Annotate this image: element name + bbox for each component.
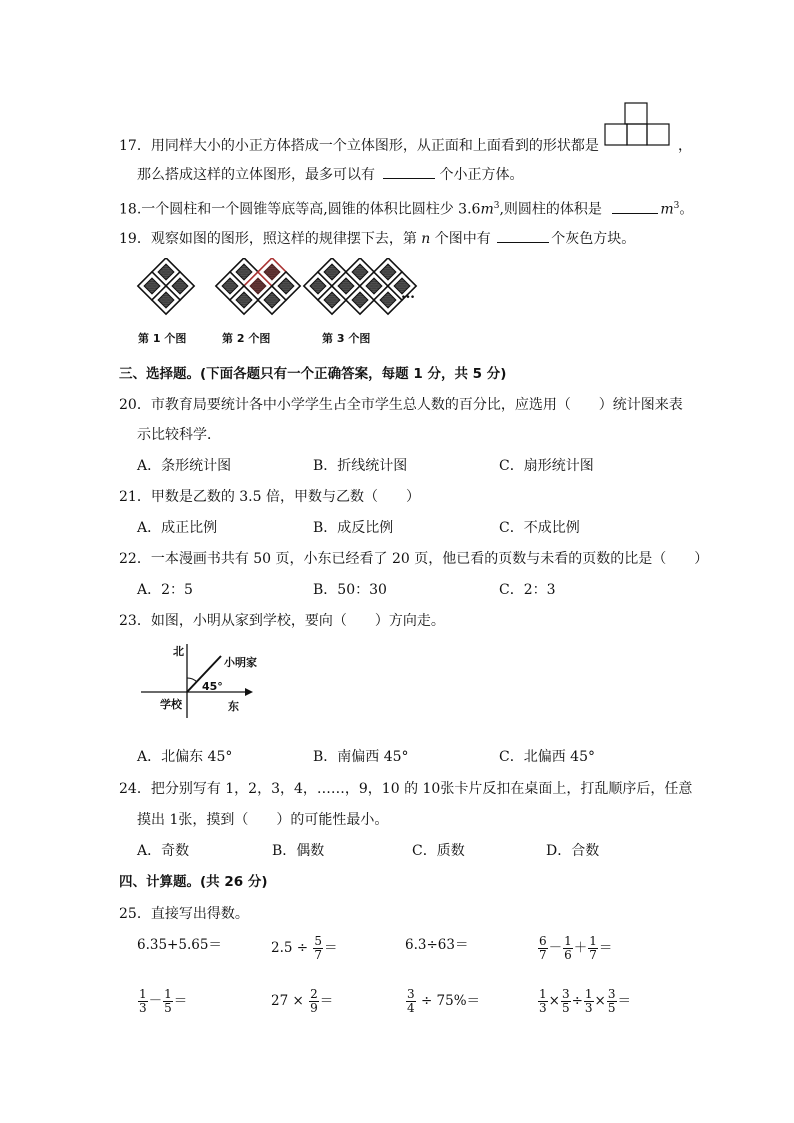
calc-6-a: 27 × xyxy=(271,993,304,1009)
q18-unit-end-exp: 3 xyxy=(673,201,680,211)
q22-option-c[interactable]: C．2：3 xyxy=(499,582,556,598)
calc-4-op1: － xyxy=(548,940,563,956)
q18-text: 18.一个圆柱和一个圆锥等底等高,圆锥的体积比圆柱少 3.6 xyxy=(119,201,481,218)
calc-8-eq: ＝ xyxy=(617,993,631,1009)
section-4-title: 四、计算题。(共 26 分) xyxy=(119,874,268,890)
q17-answer-blank[interactable] xyxy=(383,164,435,179)
fraction-numerator: 5 xyxy=(314,934,323,948)
calc-4-op2: ＋ xyxy=(573,940,588,956)
calc-expr-4 xyxy=(537,935,612,962)
q22-option-b[interactable]: B．50：30 xyxy=(313,582,387,598)
q21-option-b[interactable]: B．成反比例 xyxy=(313,520,394,536)
calc-8-op3: × xyxy=(594,993,606,1009)
q23-line1: 23．如图，小明从家到学校，要向（ ）方向走。 xyxy=(119,613,445,629)
q20-line1: 20．市教育局要统计各中小学学生占全市学生总人数的百分比，应选用（ ）统计图来表 xyxy=(119,397,683,413)
calc-2-fraction xyxy=(313,935,323,962)
calc-8-fraction-4 xyxy=(607,988,617,1015)
calc-4-fraction-3 xyxy=(588,935,598,962)
q19-line xyxy=(119,228,635,249)
calc-4-fraction-2 xyxy=(563,935,573,962)
q18-text-mid: ,则圆柱的体积是 xyxy=(499,201,602,218)
fraction-numerator: 3 xyxy=(561,987,570,1001)
calc-5-op: － xyxy=(148,993,163,1009)
calc-5-eq: ＝ xyxy=(173,993,188,1009)
calc-7-b: ÷ 75%＝ xyxy=(420,993,481,1009)
q19-answer-blank[interactable] xyxy=(497,228,549,243)
fraction-denominator: 7 xyxy=(539,948,547,962)
q17-line2-text: 那么搭成这样的立体图形，最多可以有 xyxy=(137,167,375,183)
calc-5-fraction-1 xyxy=(138,988,148,1015)
q18-unit-end: m xyxy=(660,201,674,218)
fraction-numerator: 1 xyxy=(584,987,593,1001)
diagram-label-school: 学校 xyxy=(160,698,182,711)
q24-option-c[interactable]: C．质数 xyxy=(412,843,465,859)
q21-option-c[interactable]: C．不成比例 xyxy=(499,520,580,536)
q18-unit: m xyxy=(480,201,494,218)
fraction-numerator: 2 xyxy=(310,987,318,1001)
diagram-label-east: 东 xyxy=(228,700,239,713)
fraction-denominator: 3 xyxy=(584,1001,593,1015)
calc-expr-1: 6.35+5.65＝ xyxy=(137,937,222,953)
q19-text-mid: 个图中有 xyxy=(434,231,491,247)
fraction-numerator: 3 xyxy=(607,987,616,1001)
fraction-numerator: 1 xyxy=(589,934,597,948)
calc-expr-6 xyxy=(271,988,333,1015)
fraction-denominator: 5 xyxy=(607,1001,616,1015)
q21-option-a[interactable]: A．成正比例 xyxy=(137,520,218,536)
fraction-numerator: 1 xyxy=(139,987,147,1001)
q22-line1: 22．一本漫画书共有 50 页，小东已经看了 20 页，他已看的页数与未看的页数的比是（ ） xyxy=(119,551,709,567)
direction-diagram xyxy=(135,638,275,718)
q23-option-b[interactable]: B．南偏西 45° xyxy=(313,749,409,765)
q24-option-d[interactable]: D．合数 xyxy=(546,843,600,859)
fraction-denominator: 3 xyxy=(139,1001,147,1015)
calc-expr-2 xyxy=(271,935,338,962)
q20-option-a[interactable]: A．条形统计图 xyxy=(137,458,232,474)
q17-text: 17．用同样大小的小正方体搭成一个立体图形，从正面和上面看到的形状都是 xyxy=(119,138,599,154)
fraction-numerator: 1 xyxy=(564,934,572,948)
fraction-numerator: 1 xyxy=(164,987,172,1001)
q20-option-b[interactable]: B．折线统计图 xyxy=(313,458,408,474)
cube-view-figure xyxy=(604,102,674,148)
q18-unit-exp: 3 xyxy=(493,201,500,211)
q19-variable-n: n xyxy=(421,231,431,247)
angle-arc xyxy=(187,678,197,682)
pattern-figure-2 xyxy=(216,258,300,314)
q24-line1: 24．把分别写有 1，2，3，4，……，9，10 的 10张卡片反扣在桌面上，打乱顺序后，任意 xyxy=(119,781,693,797)
fraction-denominator: 7 xyxy=(314,948,323,962)
calc-8-fraction-3 xyxy=(584,988,594,1015)
calc-expr-5 xyxy=(137,988,187,1015)
q17-line2 xyxy=(137,164,523,185)
caption-figure-1: 第 1 个图 xyxy=(138,332,187,345)
q24-option-a[interactable]: A．奇数 xyxy=(137,843,190,859)
caption-figure-2: 第 2 个图 xyxy=(222,332,271,345)
q24-option-b[interactable]: B．偶数 xyxy=(272,843,325,859)
fraction-denominator: 7 xyxy=(589,948,597,962)
fraction-numerator: 6 xyxy=(539,934,547,948)
calc-2-a: 2.5 ÷ xyxy=(271,940,309,956)
pattern-figure-3 xyxy=(304,258,416,314)
calc-4-fraction-1 xyxy=(538,935,548,962)
q23-option-a[interactable]: A．北偏东 45° xyxy=(137,749,233,765)
q19-text: 19．观察如图的图形，照这样的规律摆下去，第 xyxy=(119,231,417,247)
calc-expr-7 xyxy=(405,988,480,1015)
calc-expr-8 xyxy=(537,988,631,1015)
diagram-label-angle: 45° xyxy=(202,680,223,693)
fraction-numerator: 1 xyxy=(539,987,547,1001)
calc-5-fraction-2 xyxy=(163,988,173,1015)
calc-2-eq: ＝ xyxy=(324,940,338,956)
calc-8-op1: × xyxy=(548,993,560,1009)
fraction-denominator: 9 xyxy=(310,1001,318,1015)
fraction-denominator: 4 xyxy=(407,1001,415,1015)
diagram-label-north: 北 xyxy=(173,645,184,658)
east-arrow-icon xyxy=(245,688,253,696)
q18-answer-blank[interactable] xyxy=(612,199,658,214)
caption-figure-3: 第 3 个图 xyxy=(322,332,371,345)
calc-6-fraction xyxy=(309,988,319,1015)
q23-option-c[interactable]: C．北偏西 45° xyxy=(499,749,595,765)
calc-8-op2: ÷ xyxy=(571,993,583,1009)
fraction-denominator: 5 xyxy=(164,1001,172,1015)
calc-7-fraction xyxy=(406,988,416,1015)
q25-title: 25．直接写出得数。 xyxy=(119,906,249,922)
calc-8-fraction-2 xyxy=(561,988,571,1015)
q19-text-end: 个灰色方块。 xyxy=(551,231,636,247)
calc-8-fraction-1 xyxy=(538,988,548,1015)
q22-option-a[interactable]: A．2：5 xyxy=(137,582,193,598)
q17-line2-end: 个小正方体。 xyxy=(439,167,524,183)
calc-expr-3: 6.3÷63＝ xyxy=(405,937,469,953)
calc-6-eq: ＝ xyxy=(319,993,334,1009)
fraction-numerator: 3 xyxy=(407,987,415,1001)
diagram-label-home: 小明家 xyxy=(224,656,257,669)
q21-line1: 21．甲数是乙数的 3.5 倍，甲数与乙数（ ） xyxy=(119,489,420,505)
pattern-ellipsis: … xyxy=(401,286,415,302)
fraction-denominator: 6 xyxy=(564,948,572,962)
q18-line xyxy=(119,196,693,220)
q18-end: 。 xyxy=(679,201,694,218)
calc-4-eq: ＝ xyxy=(598,940,613,956)
q17-line1 xyxy=(119,136,599,156)
q20-line2: 示比较科学． xyxy=(137,427,221,443)
q20-option-c[interactable]: C．扇形统计图 xyxy=(499,458,594,474)
q17-comma: ， xyxy=(678,138,692,154)
section-3-title: 三、选择题。(下面各题只有一个正确答案，每题 1 分，共 5 分) xyxy=(119,366,507,382)
q24-line2: 摸出 1张，摸到（ ）的可能性最小。 xyxy=(137,812,389,828)
fraction-denominator: 5 xyxy=(561,1001,570,1015)
fraction-denominator: 3 xyxy=(539,1001,547,1015)
pattern-figure xyxy=(132,258,432,326)
pattern-figure-1 xyxy=(138,258,194,326)
